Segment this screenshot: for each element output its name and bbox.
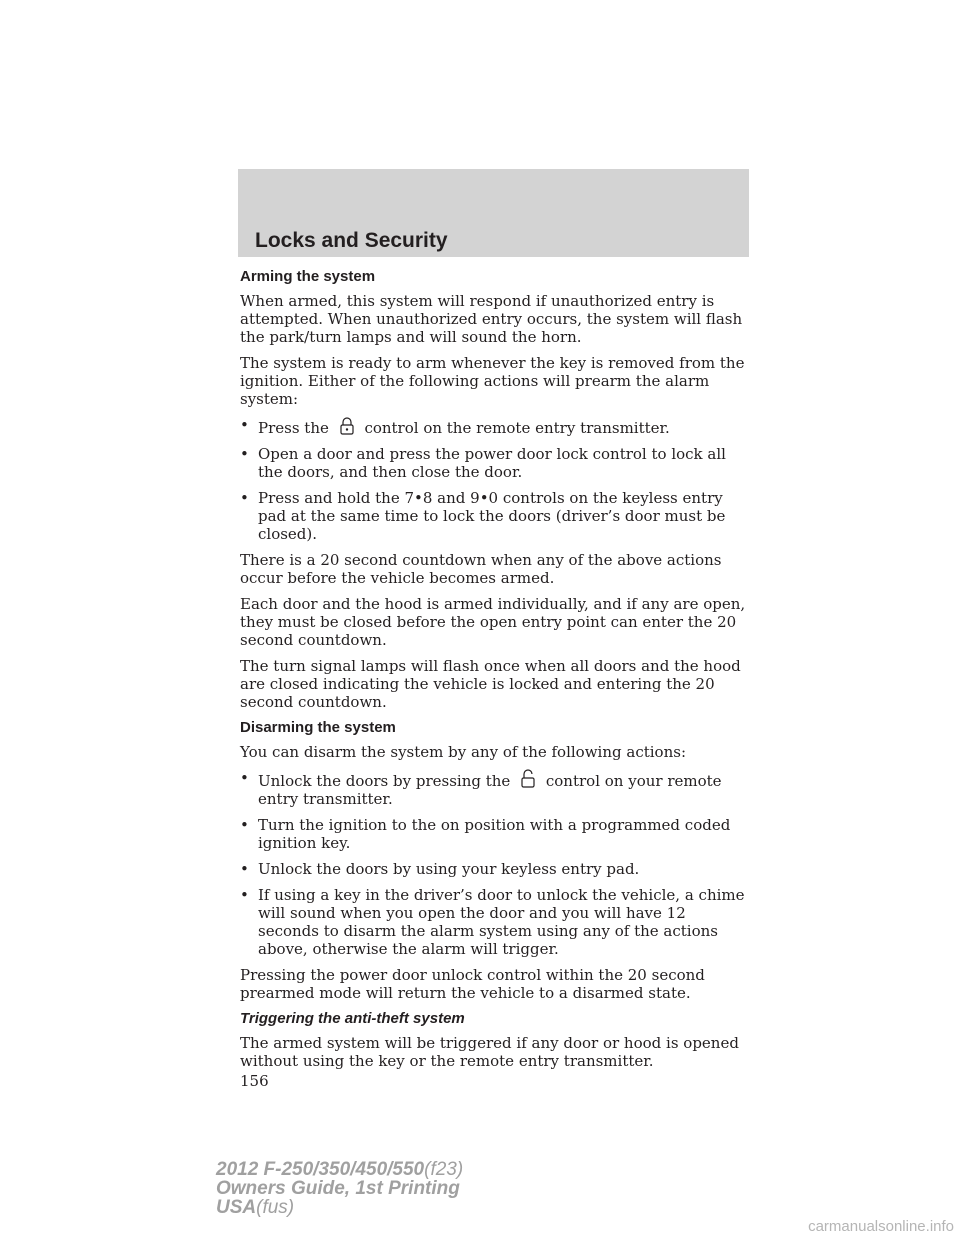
watermark: carmanualsonline.info (808, 1218, 954, 1235)
arming-para-3: There is a 20 second countdown when any of the above actions occur before the vehicle becomes armed. (240, 551, 722, 587)
bullet-dot (240, 816, 249, 834)
arming-para-1: When armed, this system will respond if unauthorized entry is attempted. When unauthorized entry occurs, the system will flash the park/turn lamps and will sound the horn. (240, 292, 743, 346)
arming-bullet-2 (240, 445, 750, 481)
section-title: Locks and Security (255, 229, 448, 252)
arming-para-5: The turn signal lamps will flash once when all doors and the hood are closed indicating the vehicle is locked and entering the 20 second countdown. (240, 657, 741, 711)
disarming-bullet-2-text: Turn the ignition to the on position with a programmed coded ignition key. (258, 816, 731, 852)
disarming-bullet-1-after: control on your remote entry transmitter. (258, 772, 722, 808)
triggering-para-1: The armed system will be triggered if any door or hood is opened without using the key or the remote entry transmitter. (240, 1034, 739, 1070)
footer-region: USA (216, 1197, 257, 1218)
footer-print-info (216, 1160, 463, 1217)
disarming-bullet-3-text: Unlock the doors by using your keyless entry pad. (258, 860, 640, 878)
footer-model: 2012 F-250/350/450/550 (216, 1159, 425, 1180)
disarming-bullet-1 (240, 769, 750, 808)
arming-bullet-2-text: Open a door and press the power door lock control to lock all the doors, and then close the door. (258, 445, 726, 481)
disarming-bullet-4-text: If using a key in the driver’s door to unlock the vehicle, a chime will sound when you open the door and you will have 12 seconds to disarm the alarm system using any of the actions above, otherwise the alarm will trigger. (258, 886, 745, 958)
arming-bullet-3 (240, 489, 750, 543)
heading-arming: Arming the system (240, 268, 376, 285)
bullet-dot (240, 416, 249, 434)
disarming-bullet-2 (240, 816, 750, 852)
arming-bullet-1 (240, 416, 750, 437)
bullet-dot (240, 886, 249, 904)
page-number: 156 (240, 1072, 269, 1090)
disarming-para-1: You can disarm the system by any of the following actions: (240, 743, 686, 761)
bullet-dot (240, 445, 249, 463)
disarming-para-2: Pressing the power door unlock control within the 20 second prearmed mode will return the vehicle to a disarmed state. (240, 966, 705, 1002)
arming-para-2: The system is ready to arm whenever the key is removed from the ignition. Either of the following actions will prearm the alarm system: (240, 354, 745, 408)
heading-triggering: Triggering the anti-theft system (240, 1010, 465, 1027)
bullet-dot (240, 489, 249, 507)
unlock-icon (517, 769, 539, 789)
disarming-bullet-1-before: Unlock the doors by pressing the (258, 772, 511, 790)
footer-region-code: (fus) (256, 1197, 295, 1218)
lock-icon (336, 416, 358, 436)
heading-disarming: Disarming the system (240, 719, 396, 736)
arming-bullet-1-before: Press the (258, 419, 329, 437)
footer-printing: Owners Guide, 1st Printing (216, 1178, 460, 1199)
disarming-bullet-3 (240, 860, 750, 878)
bullet-dot (240, 769, 249, 787)
arming-para-4: Each door and the hood is armed individually, and if any are open, they must be closed before the open entry point can enter the 20 second countdown. (240, 595, 746, 649)
page-content (240, 268, 750, 1090)
arming-bullet-1-after: control on the remote entry transmitter. (364, 419, 670, 437)
arming-bullet-3-text: Press and hold the 7•8 and 9•0 controls on the keyless entry pad at the same time to lock the doors (driver’s door must be closed). (258, 489, 726, 543)
disarming-bullet-4 (240, 886, 750, 958)
footer-model-code: (f23) (424, 1159, 464, 1180)
bullet-dot (240, 860, 249, 878)
